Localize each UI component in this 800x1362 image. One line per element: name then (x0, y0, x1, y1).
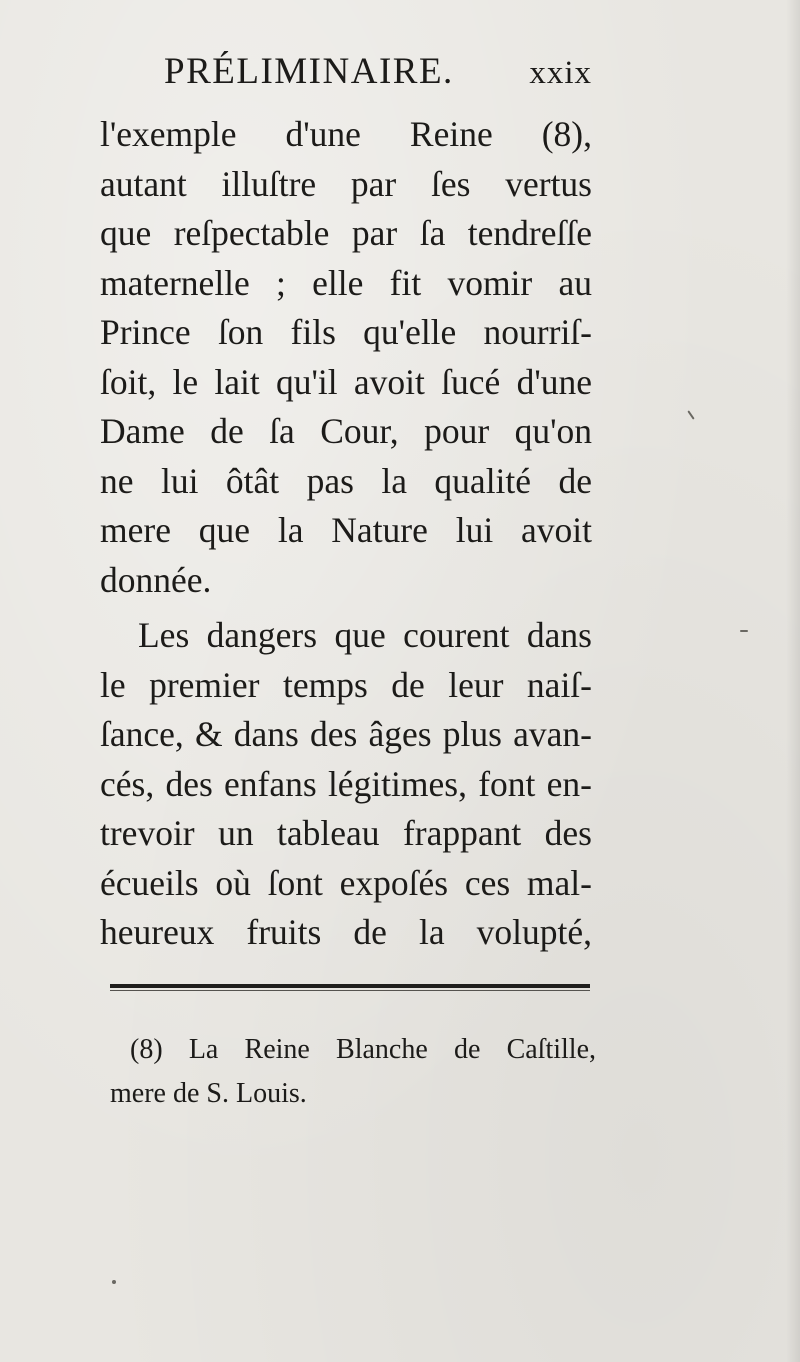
text-line: trevoir un tableau frappant des (100, 813, 592, 853)
text-line: ſance, & dans des âges plus avan- (100, 714, 592, 754)
text-line: ſoit, le lait qu'il avoit ſucé d'une (100, 361, 592, 402)
text-line: Prince ſon fils qu'elle nourriſ- (100, 312, 592, 352)
footnote-rule (110, 984, 590, 988)
text-line: que reſpectable par ſa tendreſſe (100, 213, 592, 253)
text-line: maternelle ; elle fit vomir au (100, 262, 592, 303)
text-line: ne lui ôtât pas la qualité de (100, 460, 592, 501)
text-line: autant illuſtre par ſes vertus (100, 163, 592, 204)
footnote-line: (8) La Reine Blanche de Caſtille, (130, 1034, 596, 1065)
text-line: mere que la Nature lui avoit (100, 510, 592, 550)
text-line: heureux fruits de la volupté, (100, 912, 592, 952)
footnote-line: mere de S. Louis. (110, 1078, 307, 1109)
text-line: le premier temps de leur naiſ- (100, 664, 592, 705)
text-line: l'exemple d'une Reine (8), (100, 114, 592, 154)
running-title: PRÉLIMINAIRE. (164, 51, 454, 92)
paper-speck (112, 1280, 116, 1284)
body-text (100, 110, 592, 958)
footnote (110, 1028, 596, 1116)
page-number: xxix (529, 55, 592, 91)
text-line: cés, des enfans légitimes, font en- (100, 763, 592, 804)
text-line: Dame de ſa Cour, pour qu'on (100, 411, 592, 451)
page-edge-shadow (786, 0, 800, 1362)
paper-speck (740, 630, 748, 632)
footnote-rule-thin (110, 990, 590, 991)
text-line: écueils où ſont expoſés ces mal- (100, 862, 592, 903)
paper-speck (687, 410, 694, 419)
text-line: Les dangers que courent dans (138, 615, 592, 655)
text-line: donnée. (100, 559, 212, 600)
running-head (100, 50, 592, 106)
